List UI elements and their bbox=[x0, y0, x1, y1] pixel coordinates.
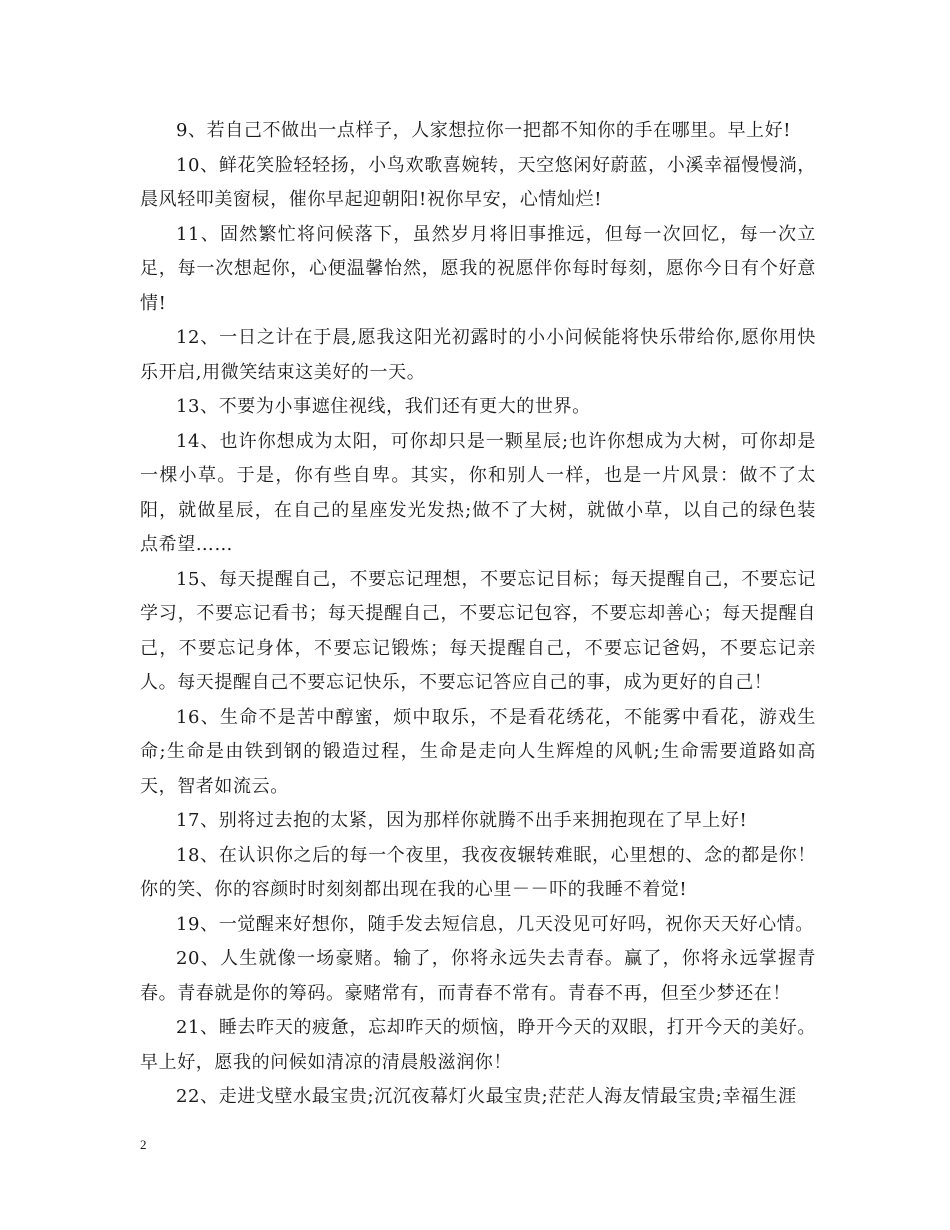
paragraph-17: 17、别将过去抱的太紧，因为那样你就腾不出手来拥抱现在了早上好! bbox=[176, 810, 748, 831]
document-body bbox=[140, 114, 816, 1115]
paragraph-10: 10、鲜花笑脸轻轻扬，小鸟欢歌喜婉转，天空悠闲好蔚蓝，小溪幸福慢慢淌，晨风轻叩美窗棂，催你早起迎朝阳!祝你早安，心情灿烂! bbox=[140, 154, 816, 210]
page-number: 2 bbox=[140, 1137, 147, 1152]
paragraph-12: 12、一日之计在于晨,愿我这阳光初露时的小小问候能将快乐带给你,愿你用快乐开启,用微笑结束这美好的一天。 bbox=[140, 327, 816, 383]
paragraph-18: 18、在认识你之后的每一个夜里，我夜夜辗转难眠，心里想的、念的都是你！你的笑、你的容颜时时刻刻都出现在我的心里－－吓的我睡不着觉! bbox=[140, 844, 816, 900]
paragraph-22: 22、走进戈壁水最宝贵;沉沉夜幕灯火最宝贵;茫茫人海友情最宝贵;幸福生涯 bbox=[176, 1086, 797, 1107]
paragraph-11: 11、固然繁忙将问候落下，虽然岁月将旧事推远，但每一次回忆，每一次立足，每一次想起你，心便温馨怡然，愿我的祝愿伴你每时每刻，愿你今日有个好意情! bbox=[140, 223, 816, 314]
paragraph-13: 13、不要为小事遮住视线，我们还有更大的世界。 bbox=[176, 396, 591, 417]
paragraph-9: 9、若自己不做出一点样子，人家想拉你一把都不知你的手在哪里。早上好! bbox=[176, 120, 792, 141]
paragraph-16: 16、生命不是苦中醇蜜，烦中取乐，不是看花绣花，不能雾中看花，游戏生命;生命是由铁到钢的锻造过程，生命是走向人生辉煌的风帆;生命需要道路如高天，智者如流云。 bbox=[140, 706, 816, 797]
paragraph-15: 15、每天提醒自己，不要忘记理想，不要忘记目标；每天提醒自己，不要忘记学习，不要忘记看书；每天提醒自己，不要忘记包容，不要忘却善心；每天提醒自己，不要忘记身体，不要忘记锻炼；每天提醒自己，不要忘记爸妈，不要忘记亲人。每天提醒自己不要忘记快乐，不要忘记答应自己的事，成为更好的自己！ bbox=[140, 568, 816, 693]
paragraph-20: 20、人生就像一场豪赌。输了，你将永远失去青春。赢了，你将永远掌握青春。青春就是你的筹码。豪赌常有，而青春不常有。青春不再，但至少梦还在！ bbox=[140, 948, 816, 1004]
paragraph-21: 21、睡去昨天的疲惫，忘却昨天的烦恼，睁开今天的双眼，打开今天的美好。早上好，愿我的问候如清凉的清晨般滋润你！ bbox=[140, 1017, 816, 1073]
paragraph-19: 19、一觉醒来好想你，随手发去短信息，几天没见可好吗，祝你天天好心情。 bbox=[176, 913, 814, 935]
paragraph-14: 14、也许你想成为太阳，可你却只是一颗星辰;也许你想成为大树，可你却是一棵小草。于是，你有些自卑。其实，你和别人一样，也是一片风景：做不了太阳，就做星辰，在自己的星座发光发热;做不了大树，就做小草，以自己的绿色装点希望…… bbox=[140, 430, 816, 555]
